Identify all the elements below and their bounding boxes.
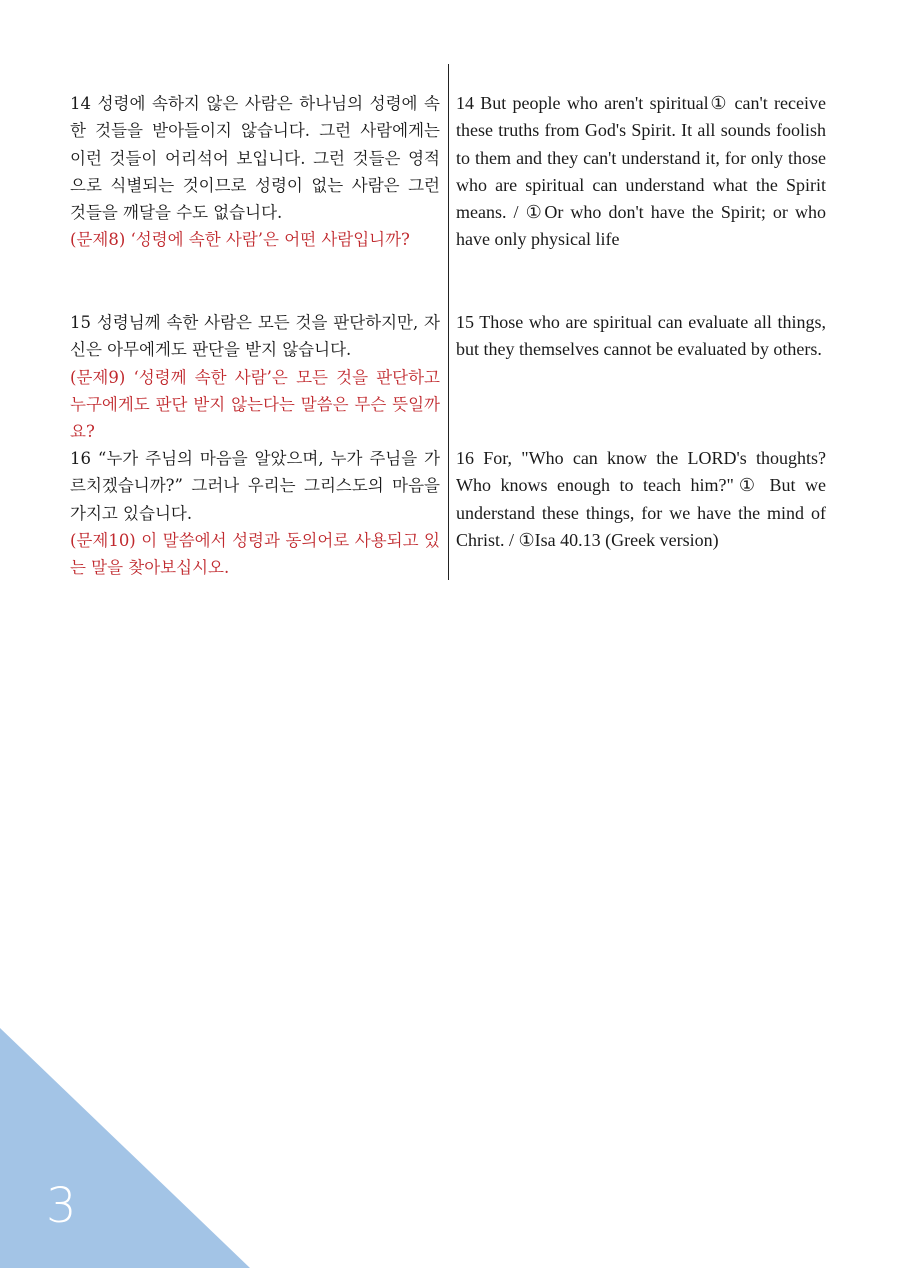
korean-verse: 14 성령에 속하지 않은 사람은 하나님의 성령에 속한 것들을 받아들이지 않습니다. 그런 사람에게는 이런 것들이 어리석어 보입니다. 그런 것들은 영적으로 식별되는 것이므로 성령이 없는 사람은 그런 것들을 깨달을 수도 없습니다. [70, 94, 440, 223]
column-divider [448, 64, 449, 580]
study-question: (문제9) ‘성령께 속한 사람’은 모든 것을 판단하고 누구에게도 판단 받지 않는다는 말씀은 무슨 뜻일까요? [70, 367, 440, 442]
study-question: (문제10) 이 말씀에서 성령과 동의어로 사용되고 있는 말을 찾아보십시오. [70, 530, 440, 578]
korean-verse: 15 성령님께 속한 사람은 모든 것을 판단하지만, 자신은 아무에게도 판단을 받지 않습니다. [70, 313, 440, 360]
corner-triangle-decoration [0, 1028, 250, 1268]
page-number: 3 [46, 1178, 77, 1234]
english-cell: 15 Those who are spiritual can evaluate all things, but they themselves cannot be evaluated by others. [456, 312, 826, 360]
english-cell: 16 For, "Who can know the LORD's thoughts? Who knows enough to teach him?"① But we understand these things, for we have the mind of Christ. / ①Isa 40.13 (Greek version) [456, 448, 826, 550]
english-cell: 14 But people who aren't spiritual① can't receive these truths from God's Spirit. It all sounds foolish to them and they can't understand it, for only those who are spiritual can understand what the Spirit means. / ①Or who don't have the Spirit; or who have only physical life [456, 93, 826, 250]
korean-cell [70, 90, 440, 254]
study-question: (문제8) ‘성령에 속한 사람’은 어떤 사람입니까? [70, 230, 410, 250]
korean-verse: 16 “누가 주님의 마음을 알았으며, 누가 주님을 가르치겠습니까?” 그러나 우리는 그리스도의 마음을 가지고 있습니다. [70, 449, 440, 523]
korean-cell [70, 445, 440, 581]
korean-cell [70, 309, 440, 445]
